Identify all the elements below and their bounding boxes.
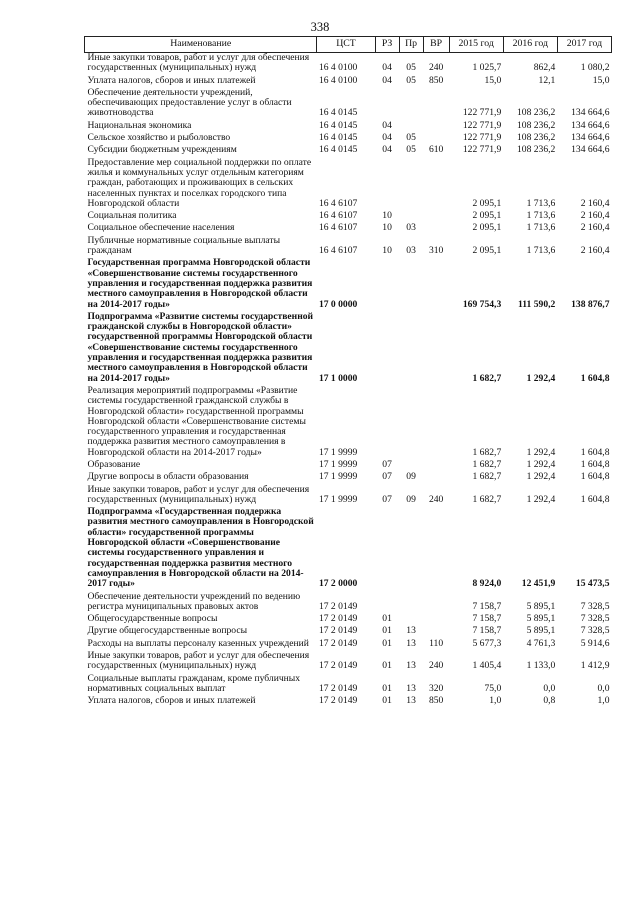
- cell-2015: 8 924,0: [472, 578, 502, 590]
- table-row: [85, 507, 612, 591]
- cell-cst: 16 4 0145: [318, 119, 358, 131]
- cell-rz: 10: [382, 222, 392, 234]
- cell-cst: 17 2 0149: [318, 695, 358, 707]
- header-rz: РЗ: [375, 37, 399, 53]
- cell-cst: 17 1 9999: [318, 471, 358, 483]
- cell-2016: 111 590,2: [518, 298, 556, 310]
- cell-2017: 2 160,4: [580, 197, 610, 209]
- cell-2015: 2 095,1: [472, 210, 502, 222]
- cell-name: Иные закупки товаров, работ и услуг для обеспечения государственных (муниципальных) нужд: [87, 52, 310, 74]
- cell-vr: [423, 88, 449, 121]
- table-row: [85, 696, 612, 708]
- cell-cst: 16 4 0100: [318, 62, 358, 74]
- cell-cst: 17 2 0149: [318, 625, 358, 637]
- cell-2016: 108 236,2: [516, 119, 556, 131]
- cell-name: Реализация мероприятий подпрограммы «Развитие системы государственной гражданской службы в Новгородской области» государственной программы Новгородской области «Совершенствование системы государственного управления и государственная поддержка развития местного самоуправления в Новгородской области на 2014-2017 годы»: [87, 384, 306, 458]
- cell-2017: 1 080,2: [580, 62, 610, 74]
- cell-rz: [375, 592, 399, 615]
- cell-2015: 1 682,7: [472, 471, 502, 483]
- cell-cst: 17 2 0149: [318, 682, 358, 694]
- cell-cst: 16 4 6107: [318, 222, 358, 234]
- cell-name: Публичные нормативные социальные выплаты гражданам: [87, 234, 281, 257]
- cell-2015: 122 771,9: [462, 119, 502, 131]
- cell-pr: [399, 158, 423, 211]
- cell-2017: 7 328,5: [580, 613, 610, 625]
- cell-2017: 134 664,6: [571, 107, 610, 119]
- cell-2015: 1 405,4: [472, 660, 502, 672]
- table-row: [85, 626, 612, 638]
- cell-name: Иные закупки товаров, работ и услуг для обеспечения государственных (муниципальных) нужд: [87, 483, 310, 505]
- budget-table: [84, 36, 612, 709]
- cell-rz: 10: [382, 245, 392, 257]
- cell-2017: 134 664,6: [571, 144, 610, 156]
- table-row: [85, 236, 612, 259]
- cell-2017: 1 604,8: [580, 372, 610, 384]
- cell-cst: 17 2 0000: [318, 578, 358, 590]
- header-name: Наименование: [85, 37, 317, 53]
- cell-rz: 04: [382, 74, 392, 86]
- cell-2016: 5 895,1: [526, 600, 556, 612]
- cell-2015: 2 095,1: [472, 222, 502, 234]
- page-number: 338: [310, 20, 330, 34]
- cell-2016: 1 713,6: [526, 210, 556, 222]
- cell-2015: 1 682,7: [472, 446, 502, 458]
- cell-pr: 13: [406, 682, 416, 694]
- cell-cst: 16 4 6107: [318, 197, 358, 209]
- cell-2016: 1 292,4: [526, 372, 556, 384]
- cell-2017: 134 664,6: [571, 132, 610, 144]
- table-row: [85, 472, 612, 484]
- cell-2017: 134 664,6: [571, 119, 610, 131]
- cell-2015: 169 754,3: [462, 298, 502, 310]
- cell-2017: 2 160,4: [580, 222, 610, 234]
- cell-cst: 16 4 0145: [318, 107, 358, 119]
- cell-rz: [375, 88, 399, 121]
- cell-name: Общегосударственные вопросы: [87, 613, 218, 625]
- cell-2015: 7 158,7: [472, 613, 502, 625]
- cell-vr: 240: [428, 62, 444, 74]
- cell-name: Социальная политика: [87, 210, 177, 222]
- cell-2016: 0,8: [543, 695, 556, 707]
- cell-pr: 13: [406, 695, 416, 707]
- cell-vr: [423, 223, 449, 235]
- cell-vr: 240: [428, 493, 444, 505]
- cell-cst: 17 2 0149: [318, 600, 358, 612]
- cell-2016: 12 451,9: [521, 578, 556, 590]
- cell-2016: 108 236,2: [516, 144, 556, 156]
- cell-pr: 09: [406, 471, 416, 483]
- header-2015: 2015 год: [449, 37, 503, 53]
- cell-vr: [423, 592, 449, 615]
- cell-2015: 1 682,7: [472, 493, 502, 505]
- cell-cst: 17 1 0000: [318, 372, 358, 384]
- cell-cst: 17 2 0149: [318, 660, 358, 672]
- cell-pr: [399, 592, 423, 615]
- cell-vr: 850: [428, 695, 444, 707]
- header-2016: 2016 год: [503, 37, 557, 53]
- cell-pr: [399, 312, 423, 386]
- cell-rz: 07: [382, 458, 392, 470]
- cell-2017: 1 604,8: [580, 446, 610, 458]
- cell-vr: [423, 158, 449, 211]
- cell-rz: [375, 312, 399, 386]
- cell-2017: 138 876,7: [571, 298, 610, 310]
- cell-name: Уплата налогов, сборов и иных платежей: [87, 695, 256, 707]
- cell-name: Уплата налогов, сборов и иных платежей: [87, 74, 256, 86]
- cell-vr: [423, 386, 449, 460]
- cell-2015: 7 158,7: [472, 600, 502, 612]
- cell-pr: 13: [406, 637, 416, 649]
- cell-cst: 16 4 0100: [318, 74, 358, 86]
- cell-name: Подпрограмма «Развитие системы государственной гражданской службы в Новгородской области» государственной программы Новгородской области «Совершенствование системы государственного управления и государственная поддержка развития местного самоуправления в Новгородской области на 2014-2017 годы»: [87, 310, 314, 384]
- cell-2016: 12,1: [538, 74, 556, 86]
- cell-2016: 1 292,4: [526, 471, 556, 483]
- cell-cst: 16 4 0145: [318, 144, 358, 156]
- cell-cst: 17 1 9999: [318, 446, 358, 458]
- table-row: [85, 386, 612, 460]
- cell-vr: [423, 312, 449, 386]
- cell-pr: [399, 258, 423, 311]
- cell-2017: 1 604,8: [580, 493, 610, 505]
- cell-rz: 04: [382, 144, 392, 156]
- cell-cst: 17 2 0149: [318, 637, 358, 649]
- cell-2016: 1 713,6: [526, 245, 556, 257]
- cell-rz: 01: [382, 625, 392, 637]
- header-vr: ВР: [423, 37, 449, 53]
- cell-rz: [375, 507, 399, 591]
- cell-vr: [423, 258, 449, 311]
- cell-pr: 13: [406, 660, 416, 672]
- cell-2016: 5 895,1: [526, 625, 556, 637]
- cell-2015: 122 771,9: [462, 107, 502, 119]
- table-row: [85, 312, 612, 386]
- table-header: [85, 37, 612, 53]
- table-row: [85, 258, 612, 311]
- cell-2016: 1 292,4: [526, 446, 556, 458]
- header-row: [85, 37, 612, 53]
- cell-vr: 310: [428, 245, 444, 257]
- cell-vr: [423, 626, 449, 638]
- cell-2017: 7 328,5: [580, 600, 610, 612]
- cell-2015: 15,0: [484, 74, 502, 86]
- cell-pr: [399, 386, 423, 460]
- cell-2017: 15 473,5: [575, 578, 610, 590]
- cell-vr: [423, 507, 449, 591]
- table-row: [85, 88, 612, 121]
- cell-2017: 2 160,4: [580, 245, 610, 257]
- cell-2017: 1 604,8: [580, 458, 610, 470]
- cell-name: Иные закупки товаров, работ и услуг для обеспечения государственных (муниципальных) нужд: [87, 650, 310, 672]
- cell-cst: 17 0 0000: [318, 298, 358, 310]
- cell-name: Сельское хозяйство и рыболовство: [87, 132, 231, 144]
- cell-name: Социальное обеспечение населения: [87, 222, 235, 234]
- cell-name: Субсидии бюджетным учреждениям: [87, 144, 237, 156]
- cell-2016: 0,0: [543, 682, 556, 694]
- cell-name: Государственная программа Новгородской области «Совершенствование системы государственного управления и государственная поддержка развития местного самоуправления в Новгородской области на 2014-2017 годы»: [87, 257, 313, 310]
- cell-2015: 1,0: [489, 695, 502, 707]
- cell-name: Социальные выплаты гражданам, кроме публичных нормативных социальных выплат: [87, 672, 301, 694]
- cell-name: Подпрограмма «Государственная поддержка развития местного самоуправления в Новгородской области» государственной программы Новгородской области «Совершенствование системы государственного управления и государственная поддержка развития местного самоуправления в Новгородской области на 2014-2017 годы»: [87, 506, 314, 590]
- cell-2016: 1 133,0: [526, 660, 556, 672]
- cell-rz: 01: [382, 682, 392, 694]
- cell-pr: 05: [406, 132, 416, 144]
- cell-rz: [375, 258, 399, 311]
- cell-2016: 1 713,6: [526, 197, 556, 209]
- cell-2016: 108 236,2: [516, 107, 556, 119]
- cell-cst: 16 4 0145: [318, 132, 358, 144]
- cell-2015: 122 771,9: [462, 144, 502, 156]
- cell-2015: 75,0: [484, 682, 502, 694]
- cell-2015: 1 682,7: [472, 372, 502, 384]
- cell-name: Предоставление мер социальной поддержки по оплате жилья и коммунальных услуг отдельным категориям граждан, работающих и проживающих в сельских населенных пунктах и поселках городского типа Новгородской области: [87, 156, 312, 209]
- cell-vr: [423, 472, 449, 484]
- cell-rz: 01: [382, 695, 392, 707]
- table-row: [85, 674, 612, 697]
- cell-pr: 09: [406, 493, 416, 505]
- cell-rz: 04: [382, 62, 392, 74]
- cell-2016: 4 761,3: [526, 637, 556, 649]
- cell-pr: [399, 88, 423, 121]
- cell-rz: 04: [382, 132, 392, 144]
- cell-2016: 1 292,4: [526, 493, 556, 505]
- cell-cst: 16 4 6107: [318, 210, 358, 222]
- cell-rz: 10: [382, 210, 392, 222]
- cell-vr: 240: [428, 660, 444, 672]
- cell-name: Другие вопросы в области образования: [87, 471, 249, 483]
- cell-rz: [375, 386, 399, 460]
- cell-vr: 610: [428, 144, 444, 156]
- cell-pr: 05: [406, 62, 416, 74]
- table-row: [85, 158, 612, 211]
- cell-vr: 110: [429, 637, 444, 649]
- cell-name: Национальная экономика: [87, 119, 192, 131]
- cell-2015: 2 095,1: [472, 245, 502, 257]
- table-row: [85, 223, 612, 235]
- cell-rz: [375, 158, 399, 211]
- table-row: [85, 145, 612, 157]
- cell-pr: 05: [406, 74, 416, 86]
- cell-name: Обеспечение деятельности учреждений, обеспечивающих предоставление услуг в области животноводства: [87, 86, 292, 119]
- cell-cst: 17 1 9999: [318, 493, 358, 505]
- cell-name: Расходы на выплаты персоналу казенных учреждений: [87, 637, 309, 649]
- cell-rz: 07: [382, 493, 392, 505]
- cell-rz: 07: [382, 471, 392, 483]
- cell-name: Образование: [87, 458, 141, 470]
- table-row: [85, 485, 612, 508]
- cell-name: Обеспечение деятельности учреждений по ведению регистра муниципальных правовых актов: [87, 590, 301, 612]
- cell-rz: 01: [382, 660, 392, 672]
- cell-vr: [423, 614, 449, 626]
- cell-2017: 5 914,6: [580, 637, 610, 649]
- header-cst: ЦСТ: [317, 37, 375, 53]
- cell-2017: 2 160,4: [580, 210, 610, 222]
- cell-2016: 5 895,1: [526, 613, 556, 625]
- cell-pr: 13: [406, 625, 416, 637]
- cell-2016: 1 292,4: [526, 458, 556, 470]
- cell-2015: 2 095,1: [472, 197, 502, 209]
- header-2017: 2017 год: [557, 37, 611, 53]
- cell-2016: 862,4: [533, 62, 556, 74]
- cell-2017: 15,0: [592, 74, 610, 86]
- cell-2017: 0,0: [597, 682, 610, 694]
- cell-pr: 03: [406, 245, 416, 257]
- cell-2015: 122 771,9: [462, 132, 502, 144]
- cell-2017: 1 412,9: [580, 660, 610, 672]
- cell-vr: [423, 121, 449, 133]
- cell-cst: 16 4 6107: [318, 245, 358, 257]
- table-row: [85, 651, 612, 674]
- cell-2015: 5 677,3: [472, 637, 502, 649]
- cell-2015: 1 682,7: [472, 458, 502, 470]
- cell-rz: 04: [382, 119, 392, 131]
- header-pr: Пр: [399, 37, 423, 53]
- cell-2015: 1 025,7: [472, 62, 502, 74]
- cell-2017: 7 328,5: [580, 625, 610, 637]
- cell-cst: 17 1 9999: [318, 458, 358, 470]
- table-row: [85, 53, 612, 76]
- cell-pr: 03: [406, 222, 416, 234]
- cell-pr: [399, 507, 423, 591]
- cell-vr: 850: [428, 74, 444, 86]
- table-row: [85, 592, 612, 615]
- cell-vr: [423, 211, 449, 223]
- cell-rz: 01: [382, 613, 392, 625]
- table-body: [85, 53, 612, 709]
- cell-2017: 1,0: [597, 695, 610, 707]
- cell-rz: 01: [382, 637, 392, 649]
- cell-2017: 1 604,8: [580, 471, 610, 483]
- cell-name: Другие общегосударственные вопросы: [87, 625, 248, 637]
- cell-2015: 7 158,7: [472, 625, 502, 637]
- cell-pr: 05: [406, 144, 416, 156]
- cell-2016: 1 713,6: [526, 222, 556, 234]
- cell-vr: 320: [428, 682, 444, 694]
- cell-2016: 108 236,2: [516, 132, 556, 144]
- cell-vr: [423, 460, 449, 472]
- cell-cst: 17 2 0149: [318, 613, 358, 625]
